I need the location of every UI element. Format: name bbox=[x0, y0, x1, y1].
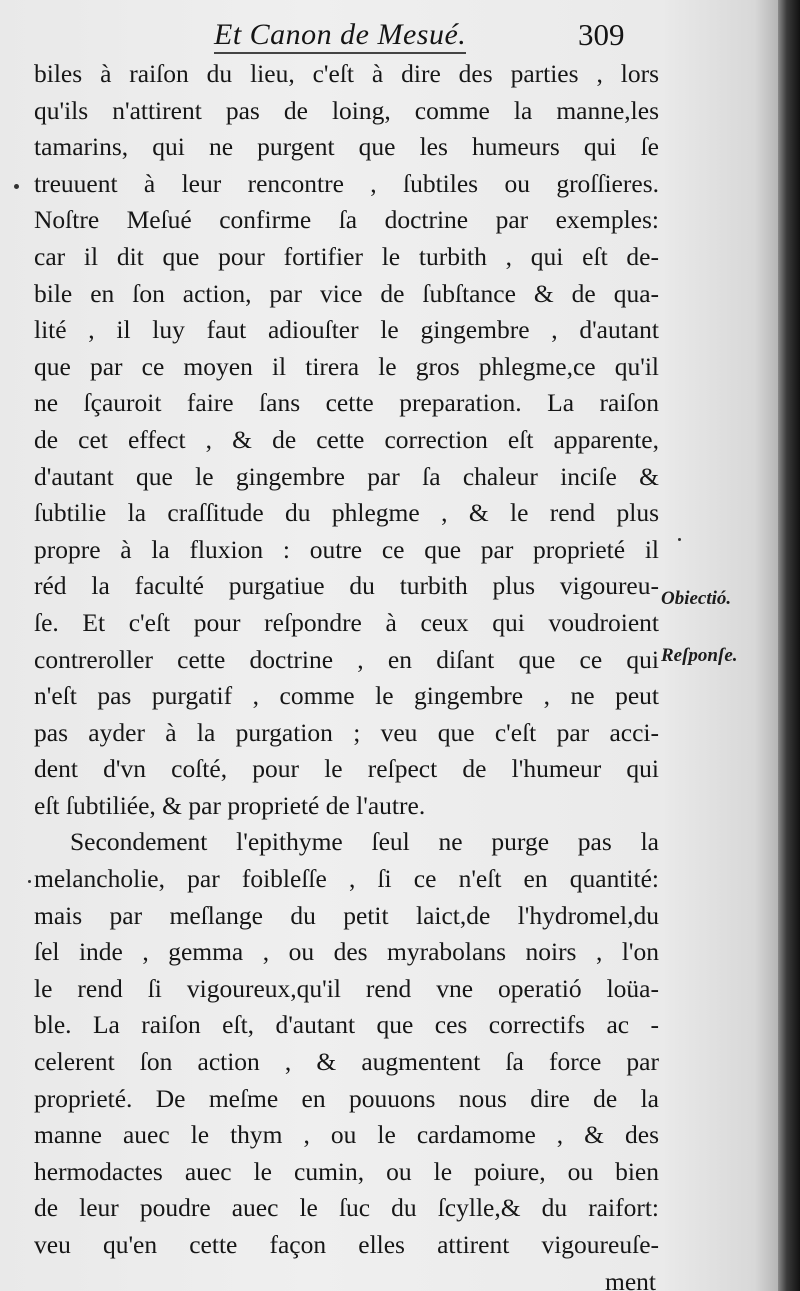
text-line: manne auec le thym , ou le cardamome , & des bbox=[34, 1120, 659, 1150]
text-line: eſt ſubtiliée, & par proprieté de l'autre. bbox=[34, 790, 426, 820]
catchword: ment bbox=[605, 1266, 656, 1291]
text-line: qu'ils n'attirent pas de loing, comme la manne,les bbox=[34, 95, 659, 125]
text-line: veu qu'en cette façon elles attirent vigoureuſe- bbox=[34, 1230, 659, 1259]
page-header bbox=[0, 18, 778, 58]
text-line: car il dit que pour fortifier le turbith , qui eſt de- bbox=[34, 241, 659, 271]
text-line: ſel inde , gemma , ou des myrabolans noirs , l'on bbox=[34, 937, 659, 967]
text-line: le rend ſi vigoureux,qu'il rend vne operatió loüa- bbox=[34, 973, 659, 1003]
text-line: Noſtre Meſué confirme ſa doctrine par exemples: bbox=[34, 205, 659, 235]
text-line: de leur poudre auec le ſuc du ſcylle,& du raifort: bbox=[34, 1193, 659, 1223]
text-line: melancholie, par foibleſſe , ſi ce n'eſt en quantité: bbox=[34, 864, 659, 894]
book-spine-shadow bbox=[778, 0, 800, 1291]
body-text bbox=[34, 56, 659, 1291]
text-line: contreroller cette doctrine , en diſant que ce qui bbox=[34, 644, 659, 674]
text-line: hermodactes auec le cumin, ou le poiure, ou bien bbox=[34, 1156, 659, 1186]
margin-note-objection: Obiectió. bbox=[661, 588, 732, 609]
text-line: de cet effect , & de cette correction eſt apparente, bbox=[34, 424, 659, 454]
text-line: réd la faculté purgatiue du turbith plus vigoureu- bbox=[34, 571, 659, 601]
text-line: ne ſçauroit faire ſans cette preparation. La raiſon bbox=[34, 388, 659, 418]
margin-note-response: Reſponſe. bbox=[661, 645, 738, 666]
text-line: d'autant que le gingembre par ſa chaleur inciſe & bbox=[34, 461, 659, 491]
text-line: bile en ſon action, par vice de ſubſtance & de qua- bbox=[34, 278, 659, 308]
text-line: mais par meſlange du petit laict,de l'hydromel,du bbox=[34, 900, 659, 930]
text-line: celerent ſon action , & augmentent ſa force par bbox=[34, 1047, 659, 1077]
text-line: ble. La raiſon eſt, d'autant que ces correctifs ac - bbox=[34, 1010, 659, 1040]
ink-speck bbox=[14, 184, 19, 189]
text-line: ſe. Et c'eſt pour reſpondre à ceux qui voudroient bbox=[34, 607, 659, 637]
text-line: biles à raiſon du lieu, c'eſt à dire des parties , lors bbox=[34, 59, 659, 88]
text-line: tamarins, qui ne purgent que les humeurs qui ſe bbox=[34, 132, 659, 162]
text-line: lité , il luy faut adiouſter le gingembre , d'autant bbox=[34, 315, 659, 345]
text-line: que par ce moyen il tirera le gros phlegme,ce qu'il bbox=[34, 351, 659, 381]
text-line: propre à la fluxion : outre ce que par proprieté il bbox=[34, 534, 659, 564]
text-line: treuuent à leur rencontre , ſubtiles ou groſſieres. bbox=[34, 168, 659, 198]
text-line: dent d'vn coſté, pour le reſpect de l'humeur qui bbox=[34, 754, 659, 784]
text-line: proprieté. De meſme en pouuons nous dire de la bbox=[34, 1083, 659, 1113]
text-line: Secondement l'epithyme ſeul ne purge pas la bbox=[70, 827, 659, 857]
text-line: n'eſt pas purgatif , comme le gingembre , ne peut bbox=[34, 681, 659, 711]
ink-speck bbox=[28, 880, 31, 883]
text-line: ſubtilie la craſſitude du phlegme , & le rend plus bbox=[34, 498, 659, 528]
running-title: Et Canon de Mesué. bbox=[214, 18, 466, 54]
ink-speck bbox=[678, 538, 681, 541]
text-line: pas ayder à la purgation ; veu que c'eſt par acci- bbox=[34, 717, 659, 747]
page-number: 309 bbox=[578, 17, 625, 52]
